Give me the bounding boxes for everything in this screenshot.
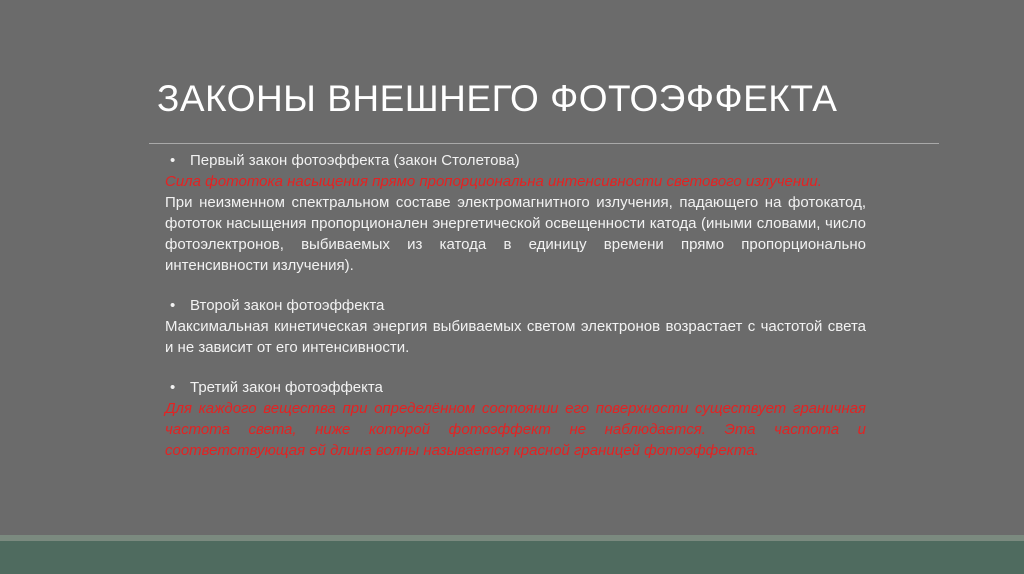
law-second-heading [165, 295, 866, 316]
law-third [165, 377, 866, 461]
slide-title: ЗАКОНЫ ВНЕШНЕГО ФОТОЭФФЕКТА [157, 78, 838, 119]
law-first-heading-text: Первый закон фотоэффекта (закон Столетова) [190, 152, 520, 169]
bullet-icon: • [170, 379, 176, 396]
law-third-heading-text: Третий закон фотоэффекта [190, 379, 383, 396]
law-third-heading [165, 377, 866, 398]
law-second-explanation: Максимальная кинетическая энергия выбиваемых светом электронов возрастает с частотой света и не зависит от его интенсивности. [165, 318, 866, 356]
law-first [165, 150, 866, 276]
law-second-heading-text: Второй закон фотоэффекта [190, 297, 385, 314]
law-third-statement: Для каждого вещества при определённом состоянии его поверхности существует граничная частота света, ниже которой фотоэффект не наблюдается. Эта частота и соответствующая ей длина волны называется красной границей фотоэффекта. [165, 400, 866, 459]
footer-band [0, 541, 1024, 574]
title-divider [149, 143, 939, 144]
law-first-explanation: При неизменном спектральном составе электромагнитного излучения, падающего на фотокатод, фототок насыщения пропорционален энергетической освещенности катода (иными словами, число фотоэлектронов, выбиваемых из катода в единицу времени прямо пропорционально интенсивности излучения). [165, 194, 866, 274]
bullet-icon: • [170, 297, 176, 314]
law-second [165, 295, 866, 358]
law-first-heading [165, 150, 866, 171]
law-first-statement: Сила фототока насыщения прямо пропорциональна интенсивности светового излучении. [165, 173, 822, 190]
slide-content [165, 150, 866, 461]
bullet-icon: • [170, 152, 176, 169]
